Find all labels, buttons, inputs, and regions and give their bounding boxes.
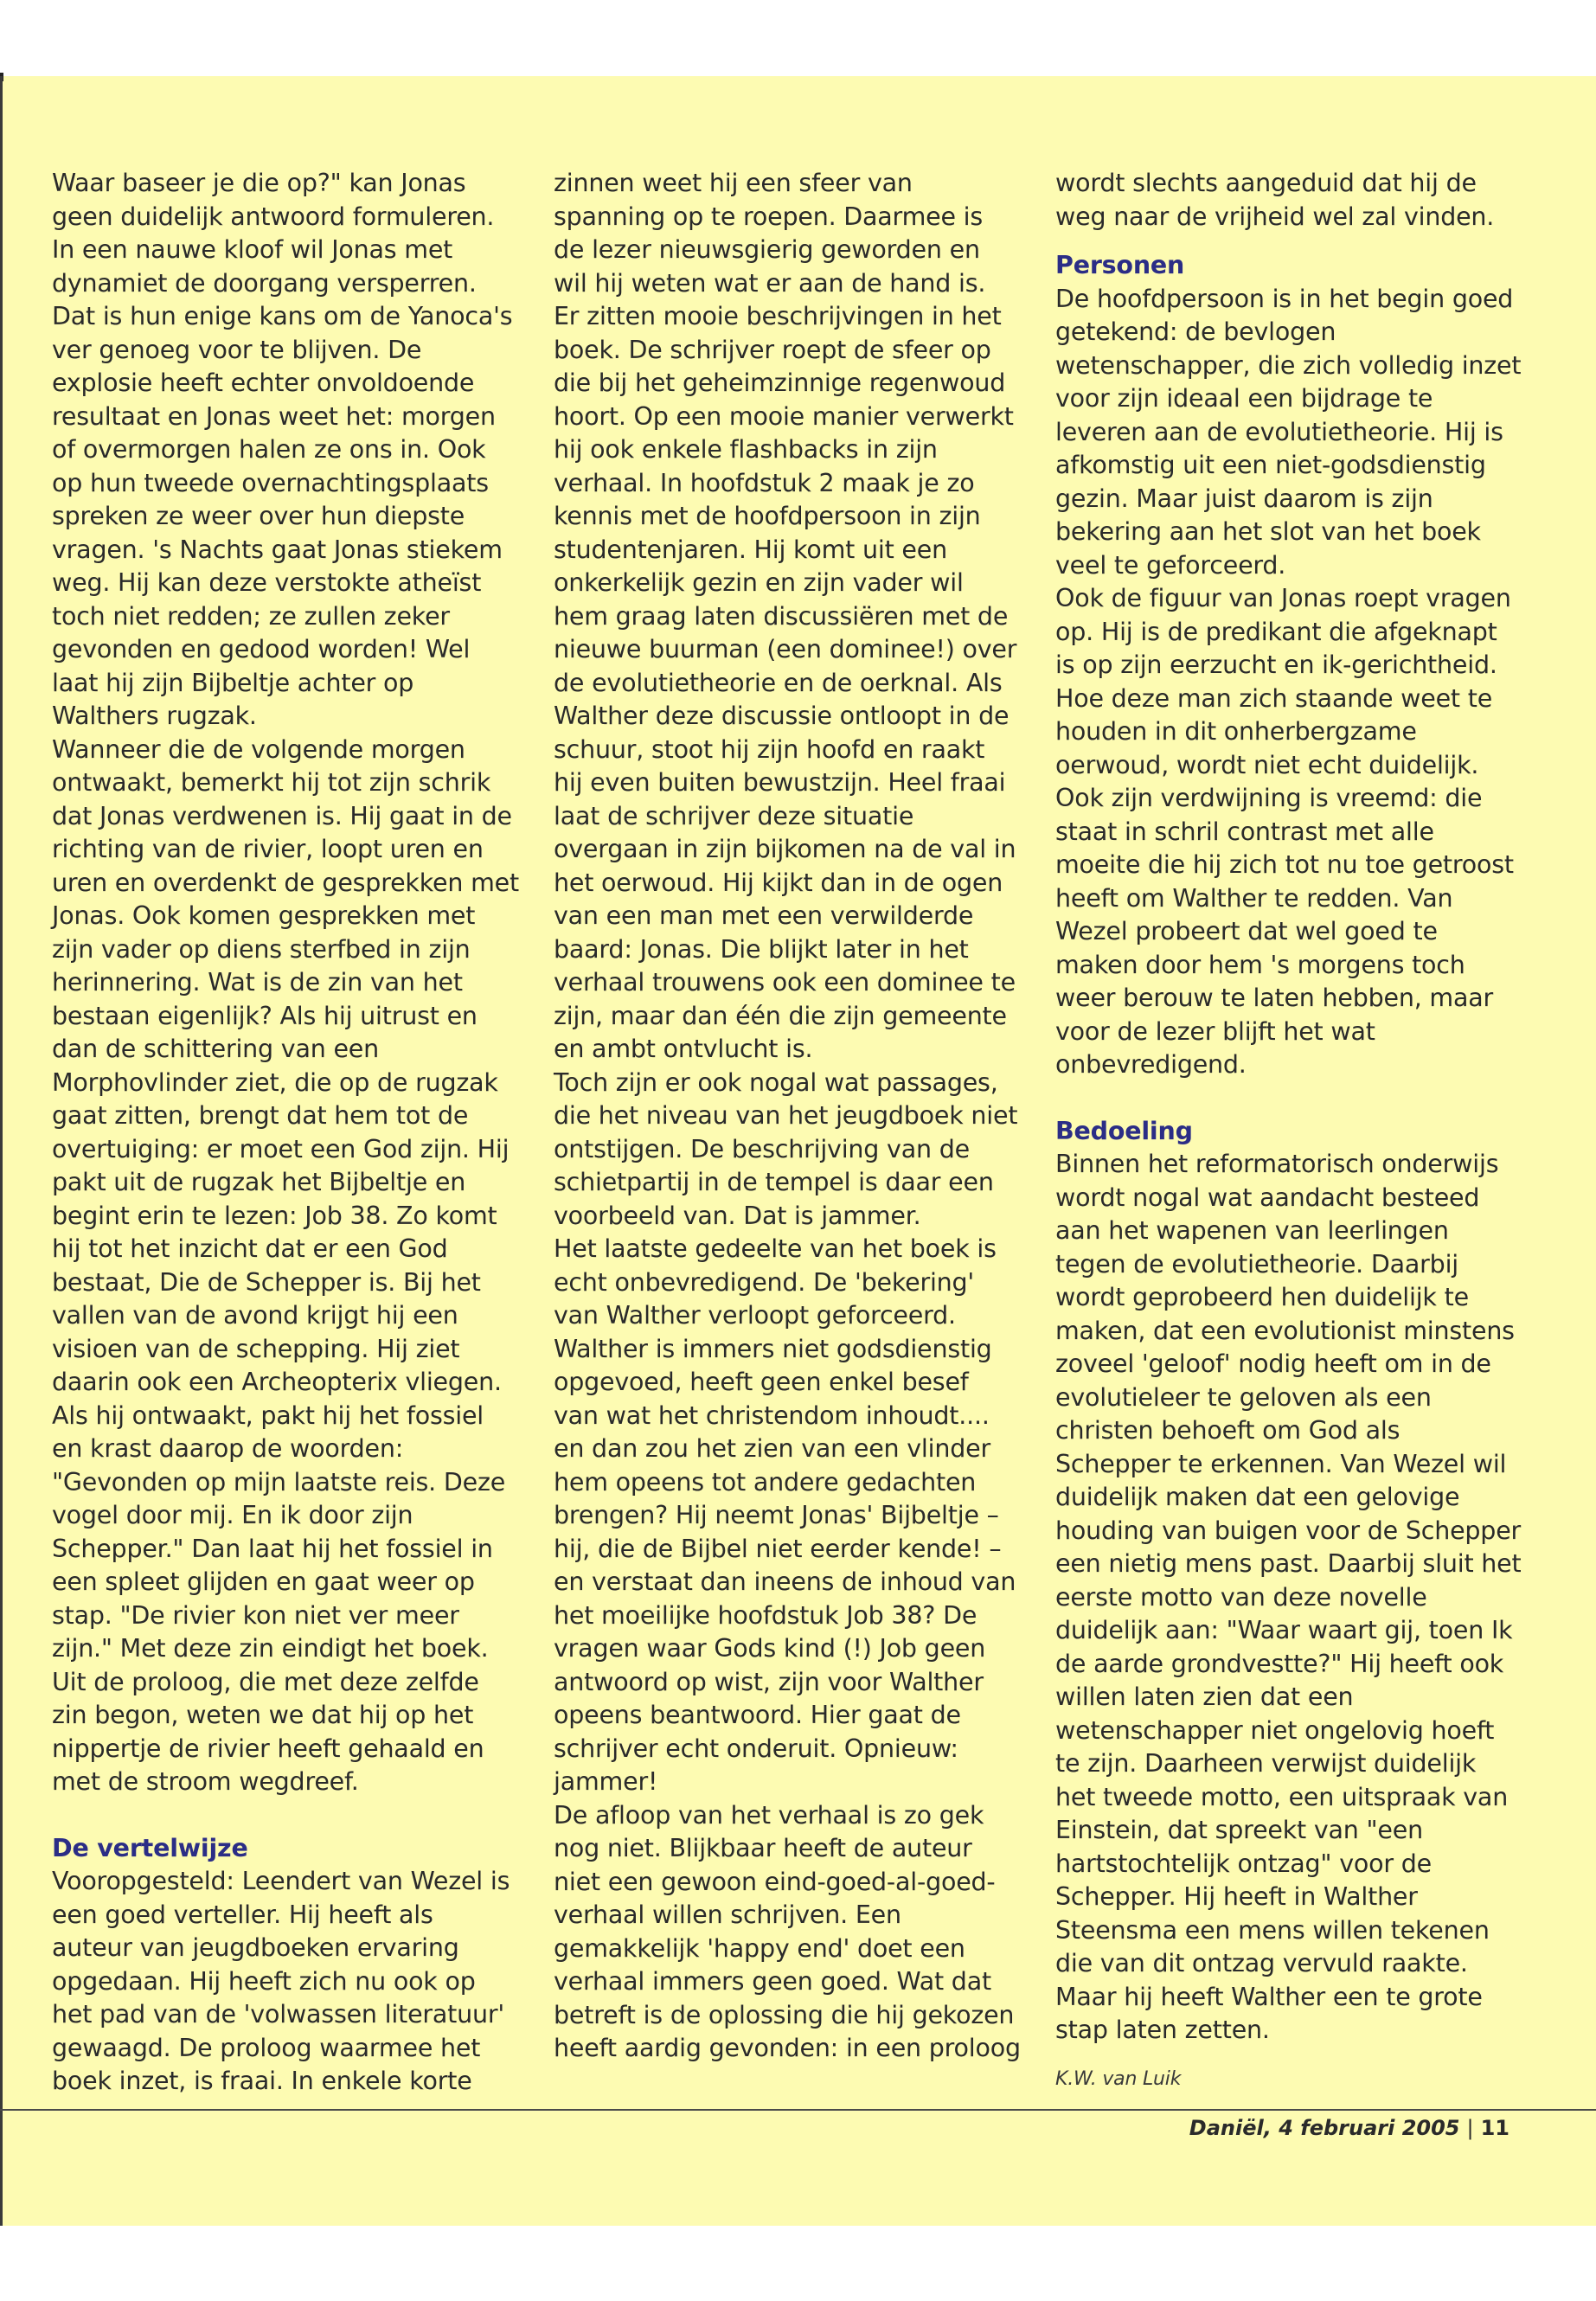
section-heading-personen: Personen xyxy=(1055,251,1185,279)
paragraph: De hoofdpersoon is in het begin goed getekend: de bevlogen wetenschapper, die zich volledig inzet voor zijn ideaal een bijdrage te leveren aan de evolutietheorie. Hij is afkomstig uit een niet-godsdienstig gezin. Maar juist daarom is zijn bekering aan het slot van het boek veel te geforceerd. xyxy=(1055,284,1522,580)
paragraph: Waar baseer je die op?" kan Jonas geen duidelijk antwoord formuleren. In een nauwe kloof wil Jonas met dynamiet de doorgang versperren. Dat is hun enige kans om de Yanoca's ver genoeg voor te blijven. De explosie heeft echter onvoldoende resultaat en Jonas weet het: morgen of overmorgen halen ze ons in. Ook op hun tweede overnachtingsplaats spreken ze weer over hun diepste vragen. 's Nachts gaat Jonas stiekem weg. Hij kan deze verstokte atheïst toch niet redden; ze zullen zeker gevonden en gedood worden! Wel laat hij zijn Bijbeltje achter op Walthers rugzak. xyxy=(52,169,513,730)
paragraph: Ook de figuur van Jonas roept vragen op. Hij is de predikant die afgeknapt is op zijn eerzucht en ik-gerichtheid. Hoe deze man zich staande weet te houden in dit onherbergzame oerwoud, wordt niet echt duidelijk. Ook zijn verdwijning is vreemd: die staat in schril contrast met alle moeite die hij zich tot nu toe getroost heeft om Walther te redden. Van Wezel probeert dat wel goed te maken door hem 's morgens toch weer berouw te laten hebben, maar voor de lezer blijft het wat onbevredigend. xyxy=(1055,584,1514,1079)
paragraph: wordt slechts aangeduid dat hij de weg naar de vrijheid wel zal vinden. xyxy=(1055,169,1495,231)
paragraph: Toch zijn er ook nogal wat passages, die het niveau van het jeugdboek niet ontstijgen. De beschrijving van de schietpartij in de tempel is daar een voorbeeld van. Dat is jammer. xyxy=(554,1067,1018,1230)
paragraph: Binnen het reformatorisch onderwijs wordt nogal wat aandacht besteed aan het wapenen van leerlingen tegen de evolutietheorie. Daarbij wordt geprobeerd hen duidelijk te maken, dat een evolutionist minstens zoveel 'geloof' nodig heeft om in de evolutieleer te geloven als een christen behoeft om God als Schepper te erkennen. Van Wezel wil duidelijk maken dat een gelovige houding van buigen voor de Schepper een nietig mens past. Daarbij sluit het eerste motto van deze novelle duidelijk aan: "Waar waart gij, toen Ik de aarde grondvestte?" Hij heeft ook willen laten zien dat een wetenschapper niet ongelovig hoeft te zijn. Daarheen verwijst duidelijk het tweede motto, een uitspraak van Einstein, dat spreekt van "een hartstochtelijk ontzag" voor de Schepper. Hij heeft in Walther Steensma een mens willen tekenen die van dit ontzag vervuld raakte. Maar hij heeft Walther een te grote stap laten zetten. xyxy=(1055,1150,1522,2044)
paragraph: Het laatste gedeelte van het boek is echt onbevredigend. De 'bekering' van Walther verloopt geforceerd. Walther is immers niet godsdienstig opgevoed, heeft geen enkel besef van wat het christendom inhoudt.... en dan zou het zien van een vlinder hem opeens tot andere gedachten brengen? Hij neemt Jonas' Bijbeltje – hij, die de Bijbel niet eerder kende! – en verstaat dan ineens de inhoud van het moeilijke hoofdstuk Job 38? De vragen waar Gods kind (!) Job geen antwoord op wist, zijn voor Walther opeens beantwoord. Hier gaat de schrijver echt onderuit. Opnieuw: jammer! xyxy=(554,1234,1016,1796)
text-column-1 xyxy=(52,167,519,2099)
publication-name: Daniël, 4 februari 2005 xyxy=(1189,2116,1460,2140)
footer-separator: | xyxy=(1466,2116,1474,2140)
paragraph: Er zitten mooie beschrijvingen in het boek. De schrijver roept de sfeer op die bij het geheimzinnige regenwoud hoort. Op een mooie manier verwerkt hij ook enkele flashbacks in zijn verhaal. In hoofdstuk 2 maak je zo kennis met de hoofdpersoon in zijn studentenjaren. Hij komt uit een onkerkelijk gezin en zijn vader wil hem graag laten discussiëren met de nieuwe buurman (een dominee!) over de evolutietheorie en de oerknal. Als Walther deze discussie ontloopt in de schuur, stoot hij zijn hoofd en raakt hij even buiten bewustzijn. Heel fraai laat de schrijver deze situatie overgaan in zijn bijkomen na de val in het oerwoud. Hij kijkt dan in de ogen van een man met een verwilderde baard: Jonas. Die blijkt later in het verhaal trouwens ook een dominee te zijn, maar dan één die zijn gemeente en ambt ontvlucht is. xyxy=(554,302,1017,1063)
paragraph: Vooropgesteld: Leendert van Wezel is een goed verteller. Hij heeft als auteur van jeugdboeken ervaring opgedaan. Hij heeft zich nu ook op het pad van de 'volwassen literatuur' gewaagd. De proloog waarmee het boek inzet, is fraai. In enkele korte xyxy=(52,1867,510,2095)
section-heading-vertelwijze: De vertelwijze xyxy=(52,1833,248,1862)
section-heading-bedoeling: Bedoeling xyxy=(1055,1116,1193,1145)
page-edge-line xyxy=(0,76,3,2226)
page-number: 11 xyxy=(1480,2116,1509,2140)
paragraph: Wanneer die de volgende morgen ontwaakt, bemerkt hij tot zijn schrik dat Jonas verdwenen is. Hij gaat in de richting van de rivier, loopt uren en uren en overdenkt de gesprekken met Jonas. Ook komen gesprekken met zijn vader op diens sterfbed in zijn herinnering. Wat is de zin van het bestaan eigenlijk? Als hij uitrust en dan de schittering van een Morphovlinder ziet, die op de rugzak gaat zitten, brengt dat hem tot de overtuiging: er moet een God zijn. Hij pakt uit de rugzak het Bijbeltje en begint erin te lezen: Job 38. Zo komt hij tot het inzicht dat er een God bestaat, Die de Schepper is. Bij het vallen van de avond krijgt hij een visioen van de schepping. Hij ziet daarin ook een Archeopterix vliegen. Als hij ontwaakt, pakt hij het fossiel en krast daarop de woorden: "Gevonden op mijn laatste reis. Deze vogel door mij. En ik door zijn Schepper." Dan laat hij het fossiel in een spleet glijden en gaat weer op stap. "De rivier kon niet ver meer zijn." Met deze zin eindigt het boek. Uit de proloog, die met deze zelfde zin begon, weten we dat hij op het nippertje de rivier heeft gehaald en met de stroom wegdreef. xyxy=(52,734,519,1796)
paragraph: zinnen weet hij een sfeer van spanning op te roepen. Daarmee is de lezer nieuwsgierig geworden en wil hij weten wat er aan de hand is. xyxy=(554,169,986,298)
text-column-2 xyxy=(554,167,1021,2066)
paragraph: De afloop van het verhaal is zo gek nog niet. Blijkbaar heeft de auteur niet een gewoon eind-goed-al-goed-verhaal willen schrijven. Een gemakkelijk 'happy end' doet een verhaal immers geen goed. Wat dat betreft is de oplossing die hij gekozen heeft aardig gevonden: in een proloog xyxy=(554,1800,1021,2062)
author-signature: K.W. van Luik xyxy=(1055,2067,1182,2090)
page-footer xyxy=(1189,2111,1509,2145)
text-column-3 xyxy=(1055,167,1522,2096)
magazine-page xyxy=(0,76,1596,2226)
